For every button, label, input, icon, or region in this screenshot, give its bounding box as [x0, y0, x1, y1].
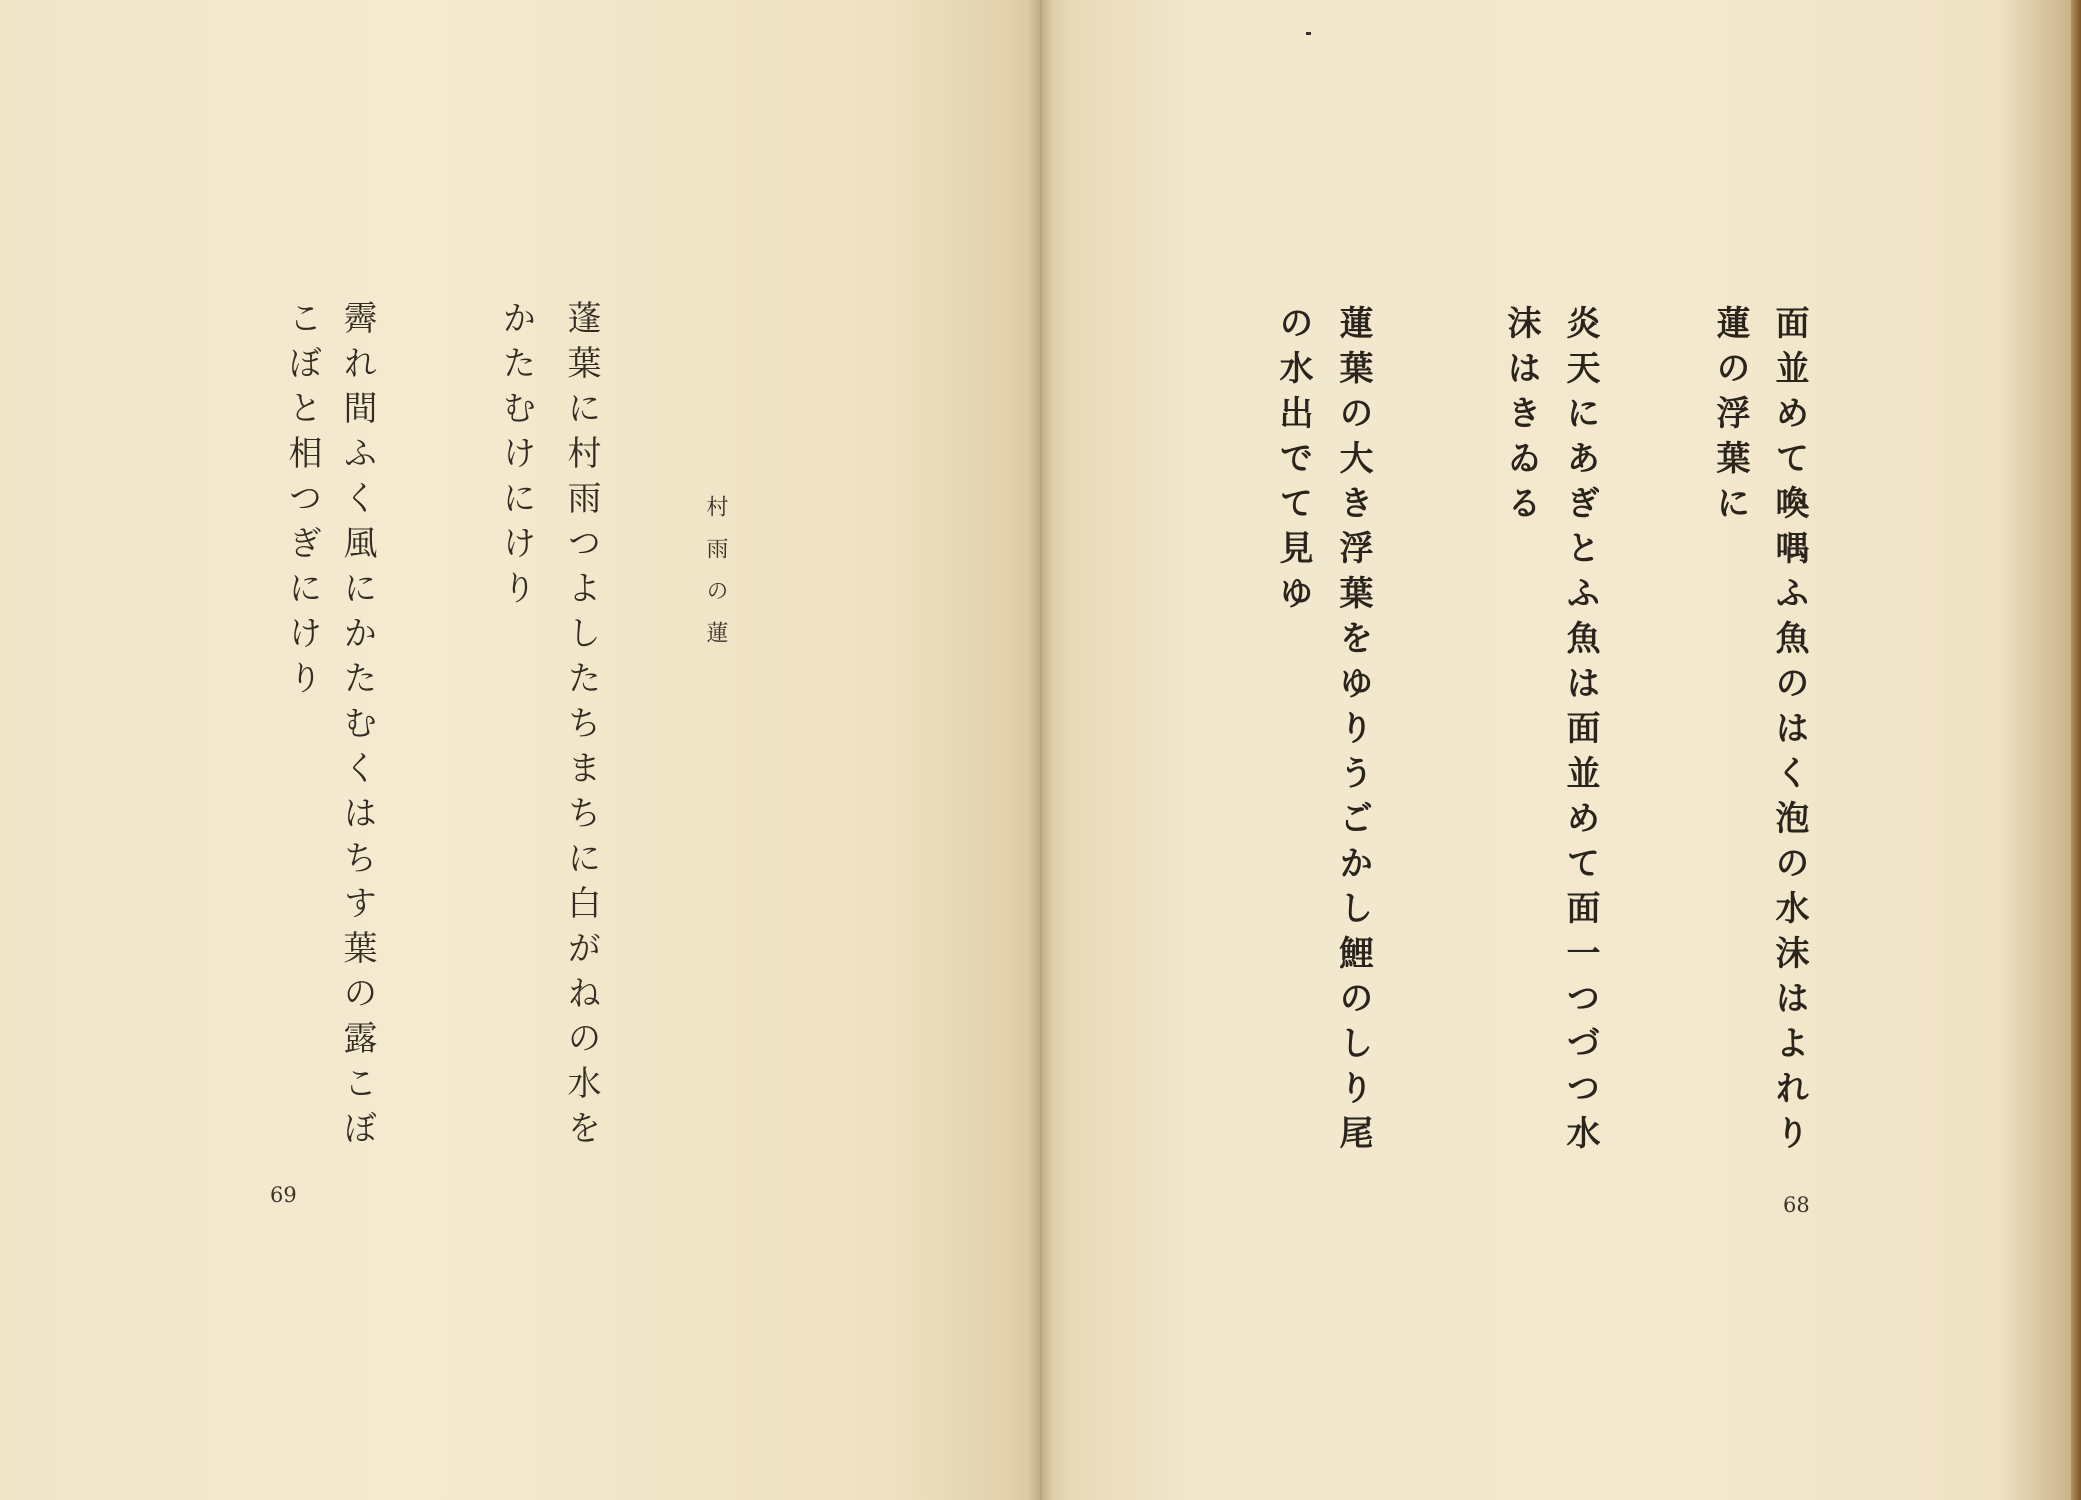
- book-gutter: [1028, 0, 1054, 1500]
- verse-column-4: こぼと相つぎにけり: [282, 300, 322, 705]
- verse-column-4: 沫はきゐる: [1501, 305, 1541, 530]
- verse-column-3: 霽れ間ふく風にかたむくはちす葉の露こぼ: [337, 300, 377, 1155]
- verse-column-5: 蓮葉の大き浮葉をゆりうごかし鯉のしり尾: [1333, 305, 1373, 1160]
- verse-column-1: 蓬葉に村雨つよしたちまちに白がねの水を: [561, 300, 601, 1155]
- page-edge: [2071, 0, 2081, 1500]
- verse-column-1: 面並めて喚喁ふ魚のはく泡の水沫はよれり: [1769, 305, 1809, 1160]
- page-number-right: 68: [1783, 1193, 1810, 1217]
- print-mark: [1306, 32, 1311, 35]
- verse-column-3: 炎天にあぎとふ魚は面並めて面一つづつ水: [1560, 305, 1600, 1160]
- verse-column-2: 蓮の浮葉に: [1710, 305, 1750, 530]
- page-number-left: 69: [270, 1183, 297, 1207]
- verse-column-6: の水出でて見ゆ: [1273, 305, 1313, 620]
- right-page: [1040, 0, 2081, 1500]
- left-page: [0, 0, 1040, 1500]
- verse-column-2: かたむけにけり: [496, 300, 536, 615]
- poem-title: 村雨の蓮: [703, 495, 728, 663]
